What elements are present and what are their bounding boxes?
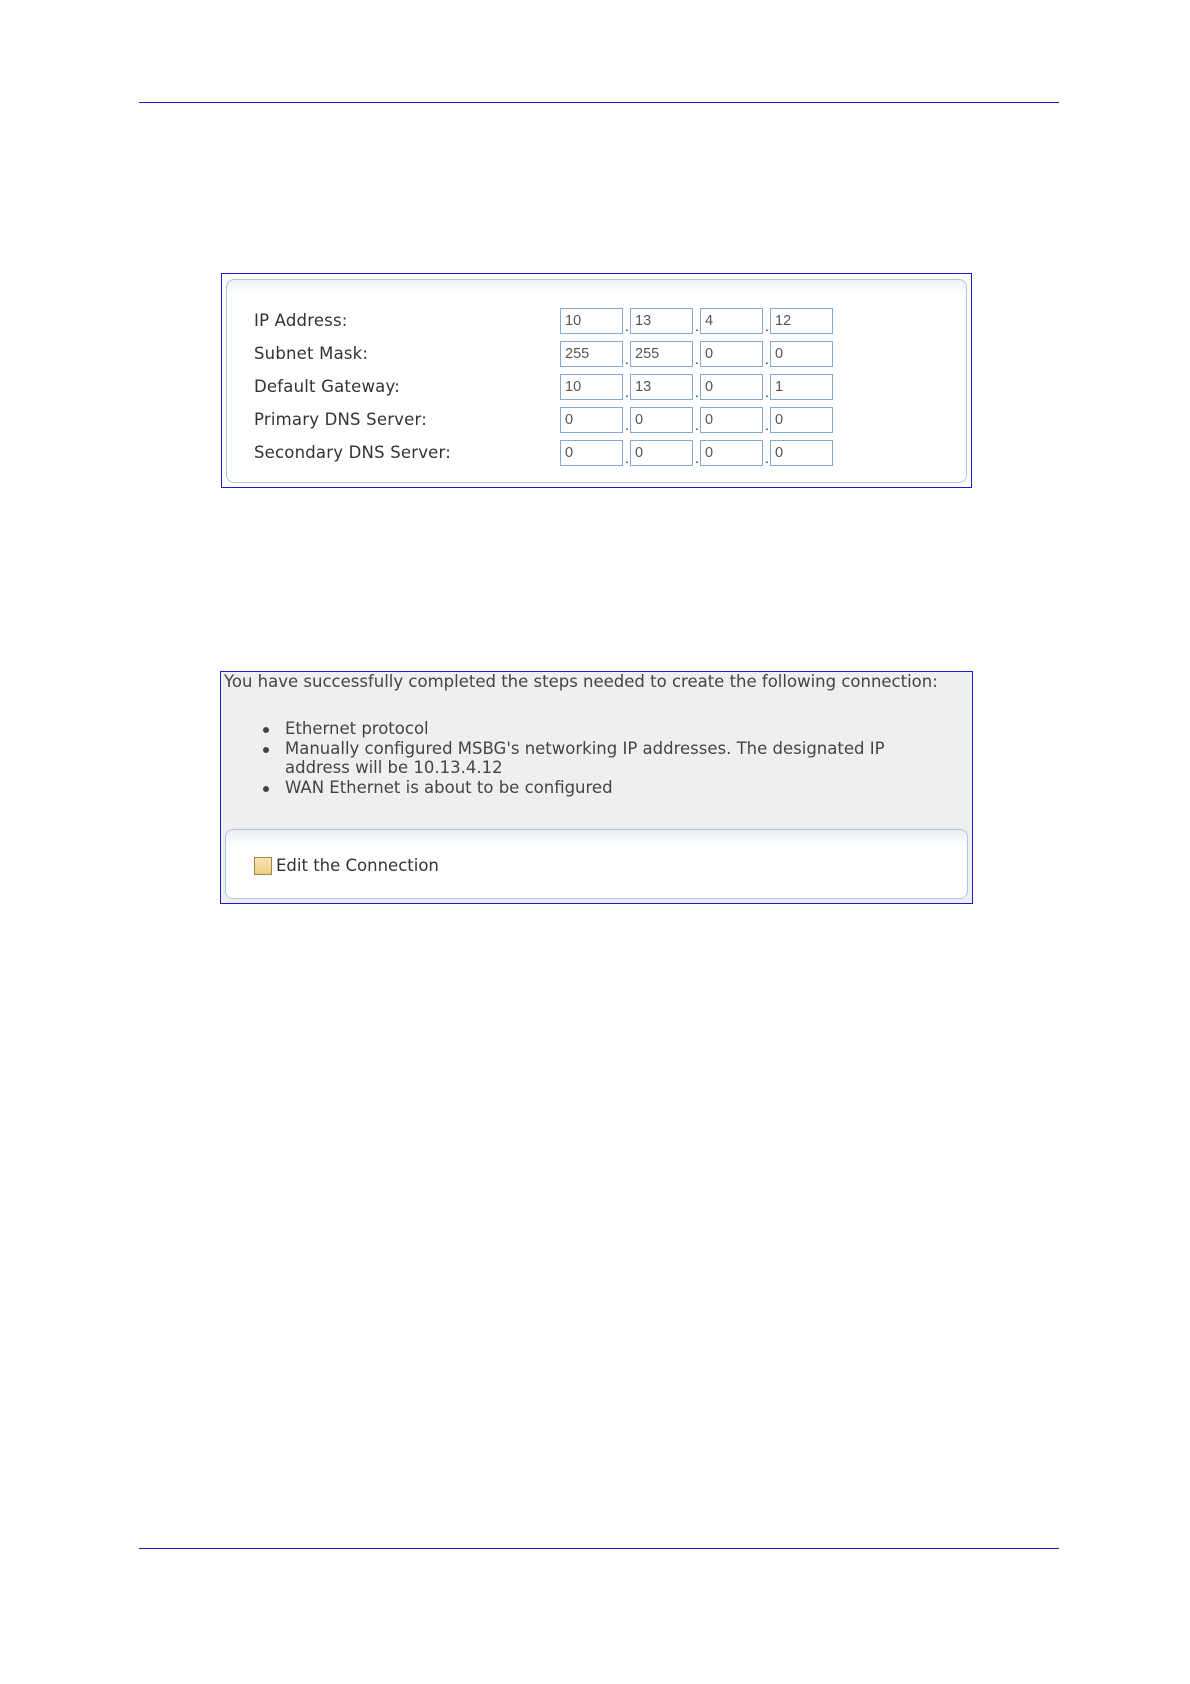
edit-connection-label: Edit the Connection [276, 856, 439, 875]
primary-dns-octet-2[interactable]: 0 [630, 407, 693, 433]
primary-dns-octet-4[interactable]: 0 [770, 407, 833, 433]
octet-separator: . [765, 417, 769, 433]
summary-intro-text: You have successfully completed the steps needed to create the following connection: [224, 672, 938, 691]
primary-dns-octet-3[interactable]: 0 [700, 407, 763, 433]
subnet-mask-octet-3[interactable]: 0 [700, 341, 763, 367]
primary-dns-row [227, 407, 966, 435]
default-gateway-octet-1[interactable]: 10 [560, 374, 623, 400]
summary-item: Ethernet protocol [261, 719, 941, 739]
secondary-dns-octet-2[interactable]: 0 [630, 440, 693, 466]
octet-separator: . [765, 450, 769, 466]
subnet-mask-octet-2[interactable]: 255 [630, 341, 693, 367]
octet-separator: . [625, 318, 629, 334]
edit-icon [254, 857, 272, 875]
footer-rule [139, 1548, 1059, 1549]
ip-settings-screenshot [221, 273, 972, 488]
octet-separator: . [695, 351, 699, 367]
subnet-mask-octet-4[interactable]: 0 [770, 341, 833, 367]
octet-separator: . [765, 351, 769, 367]
edit-connection-panel [225, 829, 968, 899]
ip-address-row [227, 308, 966, 336]
default-gateway-octet-4[interactable]: 1 [770, 374, 833, 400]
octet-separator: . [695, 450, 699, 466]
octet-separator: . [695, 318, 699, 334]
subnet-mask-octet-1[interactable]: 255 [560, 341, 623, 367]
primary-dns-label: Primary DNS Server: [254, 410, 427, 429]
summary-item: WAN Ethernet is about to be configured [261, 778, 941, 798]
default-gateway-octet-3[interactable]: 0 [700, 374, 763, 400]
secondary-dns-label: Secondary DNS Server: [254, 443, 451, 462]
octet-separator: . [625, 351, 629, 367]
octet-separator: . [625, 384, 629, 400]
octet-separator: . [695, 417, 699, 433]
subnet-mask-label: Subnet Mask: [254, 344, 369, 363]
octet-separator: . [765, 318, 769, 334]
ip-address-octet-3[interactable]: 4 [700, 308, 763, 334]
default-gateway-label: Default Gateway: [254, 377, 400, 396]
subnet-mask-row [227, 341, 966, 369]
octet-separator: . [625, 450, 629, 466]
ip-address-octet-4[interactable]: 12 [770, 308, 833, 334]
summary-list [261, 719, 941, 797]
default-gateway-octet-2[interactable]: 13 [630, 374, 693, 400]
edit-connection-link[interactable] [254, 856, 439, 875]
octet-separator: . [695, 384, 699, 400]
header-rule [139, 102, 1059, 103]
secondary-dns-octet-4[interactable]: 0 [770, 440, 833, 466]
ip-address-label: IP Address: [254, 311, 348, 330]
ip-address-octet-2[interactable]: 13 [630, 308, 693, 334]
secondary-dns-octet-1[interactable]: 0 [560, 440, 623, 466]
default-gateway-row [227, 374, 966, 402]
primary-dns-octet-1[interactable]: 0 [560, 407, 623, 433]
octet-separator: . [765, 384, 769, 400]
summary-item: Manually configured MSBG's networking IP addresses. The designated IP address will be 10.13.4.12 [261, 739, 941, 778]
secondary-dns-octet-3[interactable]: 0 [700, 440, 763, 466]
connection-summary-screenshot [220, 671, 973, 904]
secondary-dns-row [227, 440, 966, 468]
ip-address-octet-1[interactable]: 10 [560, 308, 623, 334]
ip-settings-panel [226, 279, 967, 483]
octet-separator: . [625, 417, 629, 433]
